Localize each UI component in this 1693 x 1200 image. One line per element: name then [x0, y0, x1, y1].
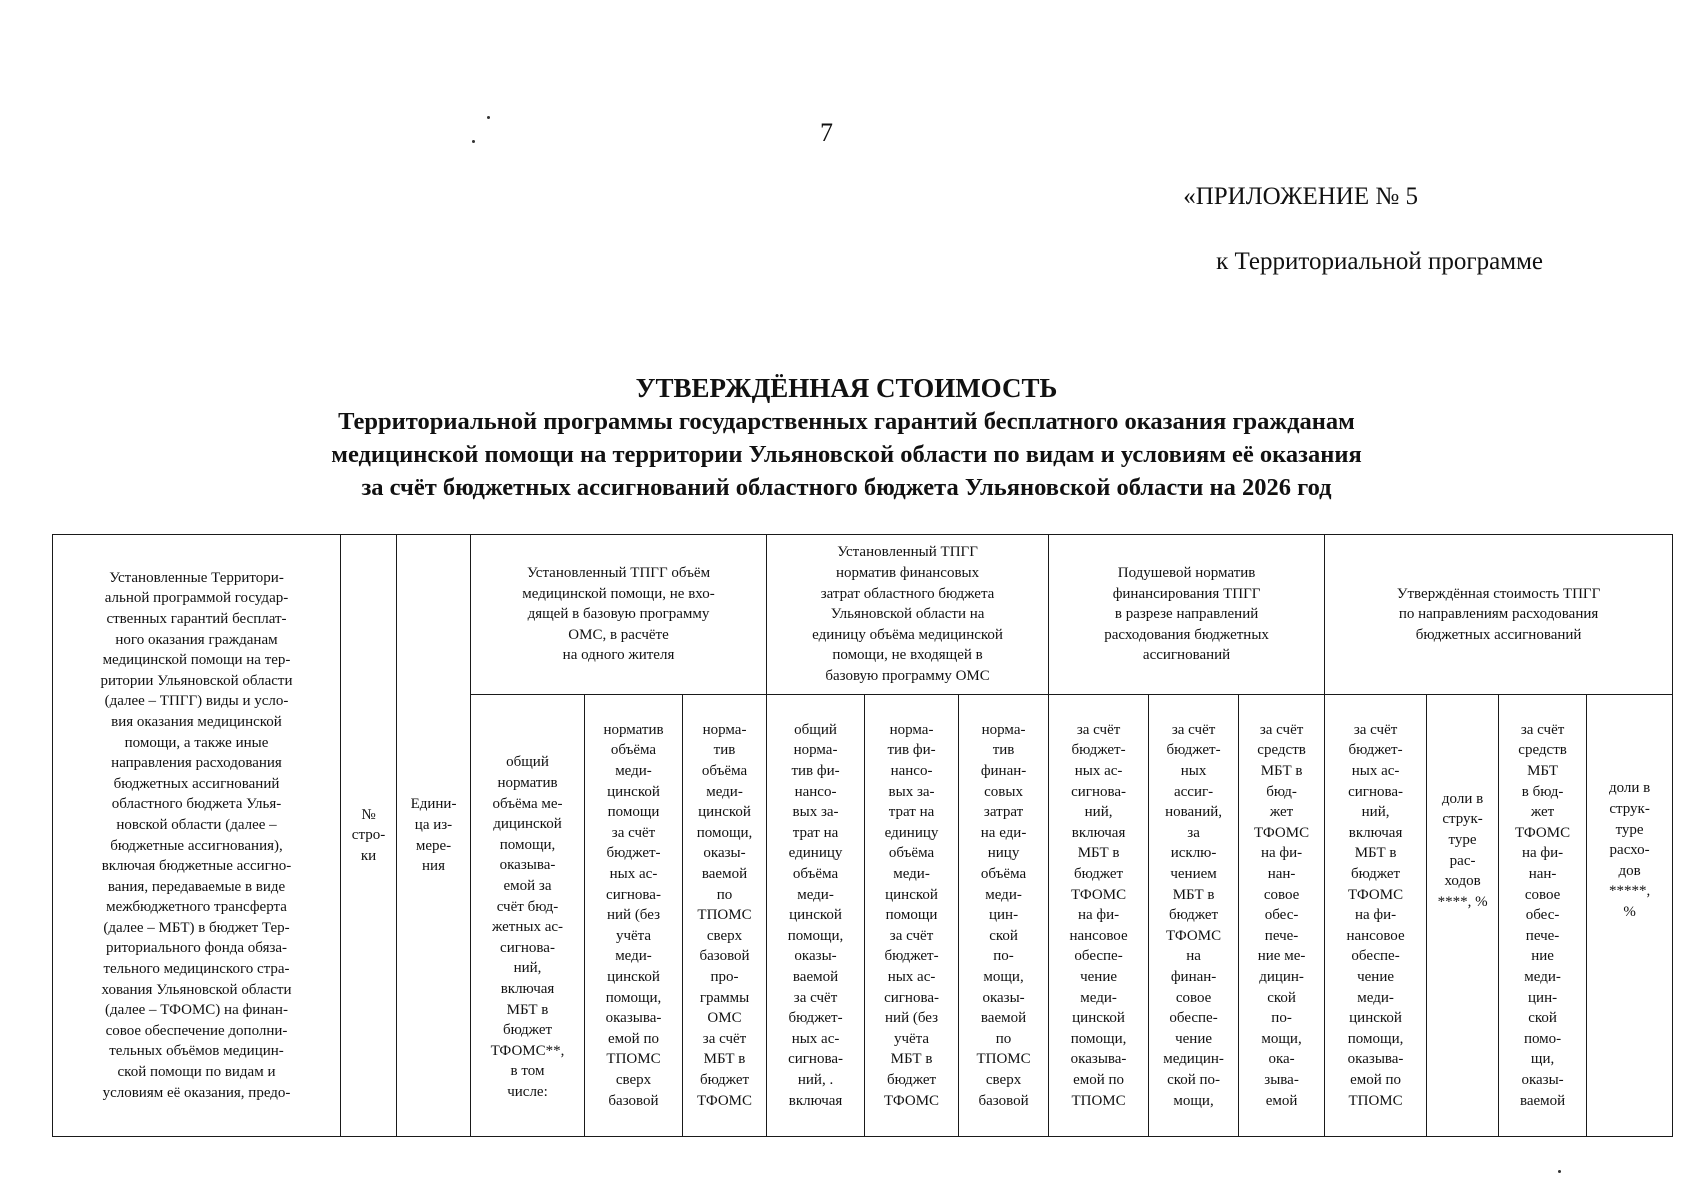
- subheader-approved-share-1: доли в струк- туре рас- ходов ****, %: [1427, 695, 1499, 1137]
- appendix-subtitle: к Территориальной программе: [1216, 248, 1543, 275]
- subheader-per-capita-mbt: за счёт средств МБТ в бюд- жет ТФОМС на фи- нан- совое обес- пече- ние ме- дицин- ской по- мощи, ока- зыва- емой: [1239, 695, 1325, 1137]
- title-line-2: медицинской помощи на территории Ульяновской области по видам и условиям её оказания: [331, 441, 1362, 468]
- column-group-approved-cost: Утверждённая стоимость ТПГГ по направлениям расходования бюджетных ассигнований: [1325, 535, 1673, 695]
- subheader-cost-norm-budget: норма- тив фи- нансо- вых за- трат на единицу объёма меди- цинской помощи за счёт бюджет- ных ас- сигнова- ний (без учёта МБТ в бюджет ТФОМС: [865, 695, 959, 1137]
- document-title: [0, 372, 1693, 504]
- column-group-cost-norm: Установленный ТПГГ норматив финансовых затрат областного бюджета Ульяновской области на единицу объёма медицинской помощи, не входящей в базовую программу ОМС: [767, 535, 1049, 695]
- subheader-cost-norm-tpoms: норма- тив финан- совых затрат на еди- ницу объёма меди- цин- ской по- мощи, оказы- ваемой по ТПОМС сверх базовой: [959, 695, 1049, 1137]
- column-header-row-number: № стро- ки: [341, 535, 397, 1137]
- scan-speck: [472, 140, 475, 143]
- column-group-volume: Установленный ТПГГ объём медицинской помощи, не вхо- дящей в базовую программу ОМС, в расчёте на одного жителя: [471, 535, 767, 695]
- subheader-approved-share-2: доли в струк- туре расхо- дов *****, %: [1587, 695, 1673, 1137]
- subheader-volume-mbt: норма- тив объёма меди- цинской помощи, оказы- ваемой по ТПОМС сверх базовой про- граммы ОМС за счёт МБТ в бюджет ТФОМС: [683, 695, 767, 1137]
- column-group-per-capita: Подушевой норматив финансирования ТПГГ в разрезе направлений расходования бюджетных ассигнований: [1049, 535, 1325, 695]
- subheader-total-volume: общий норматив объёма ме- дицинской помощи, оказыва- емой за счёт бюд- жетных ас- сигнова- ний, включая МБТ в бюджет ТФОМС**, в том числе:: [471, 695, 585, 1137]
- subheader-total-cost-norm: общий норма- тив фи- нансо- вых за- трат на единицу объёма меди- цинской помощи, оказы- ваемой за счёт бюджет- ных ас- сигнова- ний, . включая: [767, 695, 865, 1137]
- column-header-unit: Едини- ца из- мере- ния: [397, 535, 471, 1137]
- scan-speck: [1558, 1170, 1561, 1173]
- page-number: 7: [820, 118, 833, 147]
- title-line-3: за счёт бюджетных ассигнований областного бюджета Ульяновской области на 2026 год: [361, 474, 1332, 501]
- subheader-approved-budget-incl-mbt: за счёт бюджет- ных ас- сигнова- ний, включая МБТ в бюджет ТФОМС на фи- нансовое обеспе- чение меди- цинской помощи, оказыва- емой по ТПОМС: [1325, 695, 1427, 1137]
- appendix-label: «ПРИЛОЖЕНИЕ № 5: [1183, 183, 1418, 210]
- title-main: УТВЕРЖДЁННАЯ СТОИМОСТЬ: [635, 373, 1058, 403]
- subheader-per-capita-budget-excl-mbt: за счёт бюджет- ных ассиг- нований, за исклю- чением МБТ в бюджет ТФОМС на финан- совое обеспе- чение медицин- ской по- мощи,: [1149, 695, 1239, 1137]
- title-line-1: Территориальной программы государственных гарантий бесплатного оказания гражданам: [338, 408, 1355, 435]
- subheader-approved-mbt: за счёт средств МБТ в бюд- жет ТФОМС на фи- нан- совое обес- пече- ние меди- цин- ской помо- щи, оказы- ваемой: [1499, 695, 1587, 1137]
- column-header-description: Установленные Территори- альной программой государ- ственных гарантий бесплат- ного оказания гражданам медицинской помощи на тер- ритории Ульяновской области (далее – ТПГГ) виды и усло- вия оказания медицинской помощи, а также иные направления расходования бюджетных ассигнований областного бюджета Улья- новской области (далее – бюджетные ассигнования), включая бюджетные ассигно- вания, передаваемые в виде межбюджетного трансферта (далее – МБТ) в бюджет Тер- риториального фонда обяза- тельного медицинского стра- хования Ульяновской области (далее – ТФОМС) на финан- совое обеспечение дополни- тельных объёмов медицин- ской помощи по видам и условиям её оказания, предо-: [53, 535, 341, 1137]
- subheader-volume-budget: норматив объёма меди- цинской помощи за счёт бюджет- ных ас- сигнова- ний (без учёта меди- цинской помощи, оказыва- емой по ТПОМС сверх базовой: [585, 695, 683, 1137]
- cost-table: [52, 534, 1673, 1137]
- subheader-per-capita-budget-incl-mbt: за счёт бюджет- ных ас- сигнова- ний, включая МБТ в бюджет ТФОМС на фи- нансовое обеспе- чение меди- цинской помощи, оказыва- емой по ТПОМС: [1049, 695, 1149, 1137]
- scan-speck: [487, 116, 490, 119]
